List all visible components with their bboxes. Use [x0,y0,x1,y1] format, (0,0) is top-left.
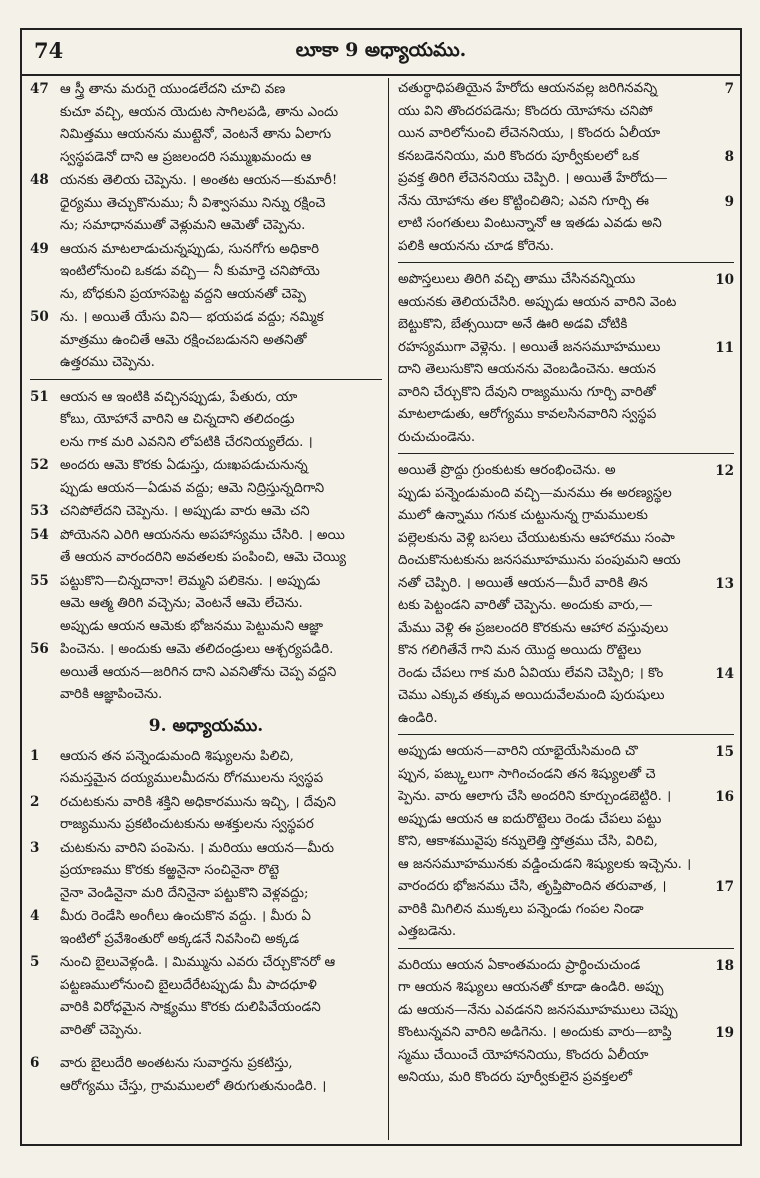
section-divider [30,379,382,380]
text-line [398,123,734,146]
verse-text: చతుర్థాధిపతియైన హేరోదు ఆయనవల్ల జరిగినవన్ని [398,81,658,96]
text-line [30,616,382,639]
verse-number: 51 [30,388,49,405]
right-section-2 [398,269,734,449]
verse-text: ఉండిరి. [398,710,438,726]
section-divider [398,262,734,263]
text-line [30,684,382,707]
verse-text: అయితే ఆయన—జరిగిన దాని ఎవనితోను చెప్ప వద్దని [60,664,337,680]
verse-text: అందరు ఆమె కొరకు ఏడుస్తు, దుఃఖపడుచునున్న [60,458,308,473]
text-line [30,478,382,501]
right-section-4 [398,741,734,944]
verse-number: 11 [715,339,734,356]
text-line [398,899,734,922]
verse-number: 10 [715,272,734,288]
verse-text: అనియు, మరి కొందరు పూర్వీకులైన ప్రవక్తలలో [398,1070,633,1085]
text-line [398,831,734,854]
verse-text: యనకు తెలియ చెప్పెను. । అంతట ఆయన—కుమారీ! [60,173,338,188]
verse-number: 47 [30,81,49,97]
text-line [398,550,734,573]
section-divider [398,948,734,949]
verse-number: 4 [30,908,40,924]
verse-number: 6 [30,1055,40,1071]
verse-text: ఇంటిలోనుంచి ఒకడు వచ్చి— నీ కుమార్తె చనిపోయె [60,264,320,279]
verse-text: దాని తెలుసుకొని ఆయనను వెంబడించెను. ఆయన [398,362,656,377]
text-line [30,124,382,147]
text-line [30,905,382,929]
verse-text: డు ఆయన—నేను ఎవడనని జనసమూహములు చెప్పు [398,1002,678,1018]
verse-number: 1 [30,747,40,764]
text-line [398,741,734,764]
text-line [398,854,734,877]
verse-text: పలికి ఆయనను చూడ కోరెను. [398,238,555,254]
verse-number: 7 [724,81,734,97]
text-line [398,427,734,450]
verse-text: రుచుచుండెను. [398,429,476,445]
verse-text: బెట్టుకొని, బేత్సయిదా అనే ఊరి అడవి చోటికి [398,317,628,332]
text-line [30,1052,382,1076]
verse-text: ప్రయాణము కొరకు కఱ్ఱనైనా సంచినైనా రొట్టె [60,863,280,878]
text-line [398,955,734,978]
text-line [398,460,734,483]
verse-text: ప్పెను. వారు ఆలాగు చేసి అందరిని కూర్చుండబెట్టిరి. । [398,789,672,804]
verse-text: రహస్యముగా వెళ్లెను. । అయితే జనసమూహములు [398,339,661,355]
verse-number: 54 [30,526,49,543]
text-line [398,1067,734,1090]
verse-text: ఆయన ఆ ఇంటికి వచ్చినప్పుడు, పేతురు, యా [60,389,298,405]
verse-text: ఆ జనసమూహమునకు వడ్డించుడని శిష్యులకు ఇచ్చెను. । [398,856,692,872]
text-line [30,975,382,998]
text-line [30,929,382,952]
verse-text: అప్పుడు ఆయన ఆమెకు భోజనము పెట్టుమని ఆజ్ఞా [60,618,324,634]
verse-number: 53 [30,503,49,519]
text-line [398,595,734,618]
text-line [30,306,382,330]
text-line [30,409,382,432]
verse-text: వారు బైలుదేరి అంతటను సువార్తను ప్రకటిస్తు, [60,1056,293,1071]
verse-text: స్మము చేయించే యోహాననియు, కొందరు ఏలీయా [398,1047,649,1063]
verse-text: కోబు, యోహానే వారిని ఆ చిన్నదాని తలిదండ్రు [60,412,295,427]
text-line [30,745,382,769]
verse-text: ప్రవక్త తిరిగి లేచెననియు చెప్పిరి. । అయితే హేరోదు— [398,171,668,186]
verse-text: అపొస్తలులు తిరిగి వచ్చి తాము చేసినవన్నియు [398,272,636,287]
verse-text: అప్పుడు ఆయన—వారిని యాభైయేసిమంది చొ [398,744,638,759]
verse-text: పల్లెలకును వెళ్లి బసలు చేయుటకును ఆహారము సంపా [398,530,675,546]
text-line [30,432,382,455]
verse-text: మాటలాడుతు, ఆరోగ్యము కావలసినవారిని స్వస్థప [398,407,657,422]
verse-text: వారికి ఆజ్ఞాపించెను. [60,687,163,702]
text-line [398,213,734,236]
left-section-3 [30,745,382,1043]
right-section-5 [398,955,734,1090]
verse-text: అప్పుడు ఆయన ఆ ఐదురొట్టెలు రెండు చేపలు పట్టు [398,811,662,827]
verse-number: 18 [715,957,734,974]
verse-text: ను. । అయితే యేసు విని— భయపడ వద్దు; నమ్మిక [60,310,324,325]
right-section-3 [398,460,734,730]
verse-number: 12 [715,463,734,479]
verse-text: కనబడెననియు, మరి కొందరు పూర్వీకులలో ఒక [398,148,639,164]
verse-text: వారికి మిగిలిన ముక్కలు పన్నెండు గంపల నిండా [398,901,644,917]
left-section-1 [30,78,382,375]
text-line [398,269,734,292]
text-line [398,483,734,506]
text-line [30,1076,382,1099]
text-line [398,876,734,899]
verse-text: దించుకొనుటకును జనసమూహమును పంపుమని ఆయ [398,553,681,568]
text-line [30,570,382,594]
verse-number: 48 [30,172,49,188]
verse-text: చనిపోలేదని చెప్పెను. । అప్పుడు వారు ఆమె చని [60,504,310,519]
verse-text: ప్పుడు ఆయన—ఏడువ వద్దు; ఆమె నిద్రిస్తున్నదిగాని [60,480,325,496]
text-line [30,1020,382,1043]
verse-text: యిన వారిలోనుంచి లేచెననియు, । కొందరు ఏలీయా [398,126,661,141]
text-line [398,618,734,641]
right-section-1 [398,78,734,258]
text-line [398,921,734,944]
text-line [30,524,382,548]
text-line [398,685,734,708]
paragraph-gap [30,1042,382,1052]
text-line [30,951,382,975]
verse-text: ఎత్తబడెను. [398,924,457,939]
verse-text: చెము ఎక్కువ తక్కువ అయిదువేలమంది పురుషులు [398,688,665,703]
verse-text: ఆమె ఆత్మ తిరిగి వచ్చెను; వెంటనే ఆమె లేచెను. [60,596,303,611]
text-line [30,386,382,410]
text-line [398,977,734,1000]
text-line [30,883,382,906]
text-line [398,404,734,427]
verse-text: పించెను. । అందుకు ఆమె తలిదండ్రులు ఆశ్చర్యపడిరి. [60,642,334,657]
running-title: లూకా 9 అధ్యాయము. [295,39,467,61]
bible-page [20,28,742,1146]
verse-number: 19 [715,1025,734,1041]
verse-text: నేను యోహాను తల కొట్టించితిని; ఎవని గూర్చి ఈ [398,193,649,209]
verse-text: సమస్తమైన దయ్యములమీదను రోగములను స్వస్థప [60,771,324,786]
text-line [30,284,382,307]
text-line [398,168,734,191]
verse-text: ను; సమాధానముతో వెళ్లుమని ఆమెతో చెప్పెను. [60,218,306,233]
text-line [398,708,734,731]
text-line [398,528,734,551]
text-line [30,454,382,478]
text-line [30,791,382,815]
verse-text: ప్పున, పఙ్క్తులుగా సాగించండని తన శిష్యులతో చె [398,766,656,782]
text-line [398,1045,734,1068]
text-line [30,662,382,685]
right-column [398,78,734,1140]
verse-text: ములో ఉన్నాము గనుక చుట్టునున్న గ్రామములకు [398,508,648,523]
text-line [398,809,734,832]
text-line [398,314,734,337]
page-header [22,30,740,76]
verse-text: రచుటకును వారికి శక్తిని అధికారమును ఇచ్చి, । దేవుని [60,794,336,810]
verse-number: 2 [30,793,40,810]
verse-number: 8 [724,148,734,165]
verse-number: 16 [715,789,734,805]
text-line [30,860,382,883]
verse-text: వారితో చెప్పెను. [60,1022,143,1038]
verse-text: గా ఆయన శిష్యులు ఆయనతో కూడా ఉండిరి. అప్పు [398,980,664,995]
text-line [398,101,734,124]
verse-number: 56 [30,641,49,657]
verse-number: 52 [30,457,49,473]
verse-text: ఇంటిలో ప్రవేశింతురో అక్కడనే నివసించి అక్కడ [60,931,300,947]
column-divider [388,78,389,1140]
text-line [398,146,734,169]
text-line [30,500,382,524]
text-line [398,640,734,663]
verse-text: స్వస్థపడెనో దాని ఆ ప్రజలందరి సమ్ముఖమందు ఆ [60,149,312,165]
verse-text: ధైర్యము తెచ్చుకొనుము; నీ విశ్వాసము నిన్ను రక్షించె [60,195,326,211]
text-line [30,352,382,375]
verse-text: ను, బోధకుని ప్రయాసపెట్ట వద్దని ఆయనతో చెప్పె [60,286,306,302]
verse-number: 14 [715,665,734,682]
verse-text: ఆయనకు తెలియచేసిరి. అప్పుడు ఆయన వారిని వెంట [398,294,677,310]
verse-text: రాజ్యమును ప్రకటించుటకును అశక్తులను స్వస్థపర [60,817,314,832]
verse-text: మేము వెళ్లి ఈ ప్రజలందరి కొరకును ఆహార వస్తువులు [398,620,669,636]
text-line [30,593,382,616]
verse-text: లాటి సంగతులు వింటున్నానో ఆ ఇతడు ఎవడు అని [398,216,662,231]
verse-text: ఆయన మాటలాడుచున్నప్పుడు, సునగోగు అధికారి [60,241,320,257]
text-line [398,505,734,528]
text-line [30,997,382,1020]
left-column [30,78,382,1140]
verse-number: 50 [30,309,49,325]
text-line [30,261,382,284]
verse-number: 15 [715,744,734,760]
verse-text: కొని, ఆకాశమువైపు కన్నులెత్తి స్తోత్రము చేసి, విరిచి, [398,834,658,849]
text-line [30,78,382,102]
text-line [30,814,382,837]
verse-text: అయితే ప్రొద్దు గ్రుంకుటకు ఆరంభించెను. అ [398,463,616,478]
verse-number: 55 [30,572,49,589]
text-line [398,236,734,259]
verse-text: కుచూ వచ్చి, ఆయన యెదుట సాగిలపడి, తాను ఎందు [60,104,339,120]
section-divider [398,734,734,735]
text-line [398,337,734,360]
verse-text: రెండు చేపలు గాక మరి ఏవియు లేవని చెప్పిరి; । కొం [398,665,664,681]
text-line [30,330,382,353]
verse-number: 9 [724,193,734,210]
verse-text: నతో చెప్పిరి. । అయితే ఆయన—మీరే వారికి తిన [398,575,648,591]
verse-number: 17 [715,879,734,895]
section-divider [398,453,734,454]
verse-text: చుటకును వారిని పంపెను. । మరియు ఆయన—మీరు [60,840,335,856]
verse-number: 13 [715,575,734,592]
verse-text: లను గాక మరి ఎవనిని లోపటికి చేరనియ్యలేదు. । [60,434,313,450]
verse-number: 5 [30,954,40,970]
verse-text: కొన గలిగితేనే గాని మన యొద్ద అయిదు రొట్టెలు [398,643,642,658]
text-line [30,638,382,662]
verse-text: ఆయన తన పన్నెండుమంది శిష్యులను పిలిచి, [60,748,294,764]
text-line [30,193,382,216]
verse-text: నైనా వెండినైనా మరి దేనినైనా పట్టుకొని వెళ్లవద్దు; [60,885,309,901]
text-line [30,169,382,193]
text-line [398,1022,734,1045]
verse-text: తే ఆయన వారందరిని అవతలకు పంపించి, ఆమె చెయ్యి [60,550,346,565]
verse-text: ప్పుడు పన్నెండుమంది వచ్చి—మనము ఈ అరణ్యస్థల [398,485,672,501]
text-line [398,764,734,787]
verse-text: వారందరు భోజనము చేసి, తృప్తిపొందిన తరువాత, । [398,879,667,894]
verse-text: మరియు ఆయన ఏకాంతమందు ప్రార్థించుచుండ [398,957,641,973]
verse-text: వారికి విరోధమైన సాక్ష్యము కొరకు దులిపివేయండని [60,1000,321,1015]
text-line [30,102,382,125]
verse-text: వారిని చేర్చుకొని దేవుని రాజ్యమును గూర్చి వారితో [398,384,656,400]
verse-number: 3 [30,839,40,856]
left-section-2 [30,386,382,707]
verse-text: నిమిత్తము ఆయనను ముట్టెనో, వెంటనే తాను ఏలాగు [60,127,332,142]
page-number: 74 [34,38,64,63]
verse-text: పట్టుకొని—చిన్నదానా! లెమ్మని పలికెను. । అప్పుడు [60,573,321,589]
left-section-4 [30,1052,382,1098]
verse-text: నుంచి బైలువెళ్లండి. । మిమ్మును ఎవరు చేర్చుకొనరో ఆ [60,955,336,970]
verse-number: 49 [30,240,49,257]
verse-text: పోయెనని ఎరిగి ఆయనను అపహాస్యము చేసిరి. । అయి [60,527,345,543]
verse-text: ఆరోగ్యము చేస్తు, గ్రామములలో తిరుగుతునుండిరి. । [60,1078,327,1094]
verse-text: పట్టణములోనుంచి బైలుదేరేటప్పుడు మీ పాదధూళి [60,977,317,993]
text-line [398,663,734,686]
text-line [398,359,734,382]
text-line [30,238,382,262]
verse-text: ఉత్తరము చెప్పెను. [60,355,155,370]
text-line [398,573,734,596]
text-line [30,837,382,861]
verse-text: ఆ స్త్రీ తాను మరుగై యుండలేదని చూచి వణ [60,82,286,97]
text-line [398,786,734,809]
text-line [398,78,734,101]
verse-text: టకు పెట్టండని వారితో చెప్పెను. అందుకు వారు,— [398,598,653,613]
chapter-title: 9. అధ్యాయము. [148,715,264,736]
text-line [398,382,734,405]
verse-text: కొంటున్నవని వారిని అడిగెను. । అందుకు వారు—బాప్తి [398,1025,672,1040]
text-line [30,147,382,170]
text-line [30,215,382,238]
verse-text: మీరు రెండేసి అంగీలు ఉంచుకొన వద్దు. । మీరు ఏ [60,909,311,924]
text-line [30,547,382,570]
verse-text: యు విని తొందరపడెను; కొందరు యోహాను చనిపో [398,103,653,119]
text-line [30,768,382,791]
text-line [398,191,734,214]
verse-text: మాత్రము ఉంచితే ఆమె రక్షించబడునని అతనితో [60,332,307,348]
text-line [398,1000,734,1023]
text-line [398,292,734,315]
